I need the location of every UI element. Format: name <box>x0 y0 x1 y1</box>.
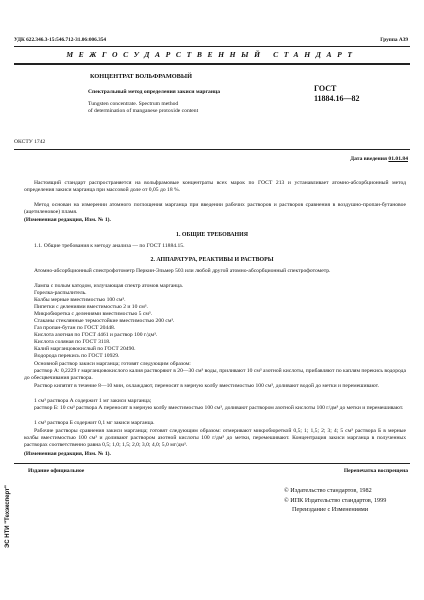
equipment-item: Калий марганцовокислый по ГОСТ 20490. <box>34 346 136 352</box>
gost-label: ГОСТ <box>314 84 337 93</box>
equipment-item: Газ пропан-бутан по ГОСТ 20448. <box>34 325 116 331</box>
solution-b-paragraph: раствор Б: 10 см³ раствора А переносят в мерную колбу вместимостью 100 см³, доливают раствором азотной кислоты 100 г/дм³ до метки и перемешивают. <box>34 405 404 411</box>
equipment-item: Горелка-распылитель. <box>34 290 87 296</box>
equipment-item: Колбы мерные вместимостью 100 см³. <box>34 297 126 303</box>
udk-code: УДК 622.346.3-15:546.712-31.06:006.354 <box>14 37 107 43</box>
standard-heading: МЕЖГОСУДАРСТВЕННЫЙ СТАНДАРТ <box>66 50 358 59</box>
gost-number: 11884.16—82 <box>314 94 360 103</box>
equipment-item: Стаканы стеклянные термостойкие вместимостью 200 см³. <box>34 318 175 324</box>
section-1-paragraph: 1.1. Общие требования к методу анализа — по ГОСТ 11884.15. <box>34 243 185 249</box>
group-code: Группа А39 <box>380 37 408 43</box>
copyright-line-1: © Издательство стандартов, 1982 <box>284 487 372 494</box>
solution-a-paragraph: раствор А: 0,2229 г марганцовокислого калия растворяют в 20—30 см³ воды, приливают 10 см³ азотной кислоты, прибавляют по каплям перекись водорода до обесцвечивания раствора. <box>24 368 406 382</box>
intro-edition-note: (Измененная редакция, Изм. № 1). <box>24 217 111 223</box>
english-title-1: Tungsten concentrate. Spectrum method <box>88 101 179 107</box>
equipment-item: Атомно-абсорбционный спектрофотометр Перкин-Эльмер 503 или любой другой атомно-абсорбционный спектрофотометр. <box>34 268 331 274</box>
copyright-block <box>284 486 408 515</box>
equipment-item: Лампа с полым катодом, излучающая спектр атомов марганца. <box>34 283 184 289</box>
equipment-item: Водорода перекись по ГОСТ 10929. <box>34 353 120 359</box>
intro-paragraph-2: Метод основан на измерении атомного поглощения марганца при введении рабочих растворов и растворов сравнения в воздушно-пропан-бутановое (ацетиленовое) пламя. <box>24 202 406 216</box>
section-2-heading: 2. АППАРАТУРА, РЕАКТИВЫ И РАСТВОРЫ <box>150 257 274 263</box>
okstu-divider <box>14 149 410 150</box>
equipment-item: Пипетки с делениями вместимостью 2 и 10 см³. <box>34 304 148 310</box>
copyright-line-2: © ИПК Издательство стандартов, 1999 <box>284 496 387 504</box>
document-title: КОНЦЕНТРАТ ВОЛЬФРАМОВЫЙ <box>90 73 192 80</box>
english-title-2: of determination of manganese protoxide content <box>88 108 199 114</box>
intro-paragraph-1: Настоящий стандарт распространяется на вольфрамовые концентраты всех марок по ГОСТ 213 и устанавливает атомно-абсорбционный метод определения закиси марганца при массовой доле от 0,05 до 18 %. <box>24 180 406 194</box>
side-watermark: ЭС НТИ "Техэксперт" <box>5 485 11 548</box>
intro-date-value: 01.01.84 <box>388 156 408 162</box>
solution-b-content: 1 см³ раствора Б содержит 0,1 мг закиси марганца. <box>34 420 155 426</box>
section-1-heading: 1. ОБЩИЕ ТРЕБОВАНИЯ <box>176 232 248 238</box>
header-divider-bottom <box>14 63 410 65</box>
equipment-item: Кислота соляная по ГОСТ 3118. <box>34 339 111 345</box>
boiling-paragraph: Раствор кипятят в течение 8—10 мин, охлаждают, переносят в мерную колбу вместимостью 100 см³, доливают водой до метки и перемешивают. <box>34 383 380 389</box>
document-subtitle: Спектральный метод определения закиси марганца <box>88 89 221 95</box>
okstu-code: ОКСТУ 1742 <box>14 139 46 145</box>
reprint-notice: Перепечатка воспрещена <box>343 468 408 474</box>
stock-solution-paragraph: Основной раствор закиси марганца; готовят следующим образом: <box>34 361 191 367</box>
solution-a-content: 1 см³ раствора А содержит 1 мг закиси марганца; <box>34 398 152 404</box>
intro-date <box>350 156 408 163</box>
reissue-note: Переиздание с Изменениями <box>292 506 369 513</box>
working-solutions-paragraph: Рабочие растворы сравнения закиси марганца; готовят следующим образом: отмеривают микробюреткой 0,5; 1; 1,5; 2; 3; 4; 5 см³ раствора Б в мерные колбы вместимостью 100 см³ и доливают раствором азотной кислоты 100 г/дм³ до метки, перемешивают. Концентрация закиси марганца в полученных растворах соответственно равна 0,5; 1,0; 1,5; 2,0; 3,0; 4,0; 5,0 мг/дм³. <box>24 428 406 449</box>
header-divider-top <box>14 46 410 47</box>
intro-date-label: Дата введения <box>350 156 388 162</box>
official-edition: Издание официальное <box>28 468 85 474</box>
footer-divider <box>14 463 410 464</box>
equipment-item: Кислота азотная по ГОСТ 4461 и раствор 100 г/дм³. <box>34 332 158 338</box>
section-2-edition-note: (Измененная редакция, Изм. № 1). <box>24 451 111 457</box>
equipment-item: Микробюретка с делениями вместимостью 5 см³. <box>34 311 152 317</box>
